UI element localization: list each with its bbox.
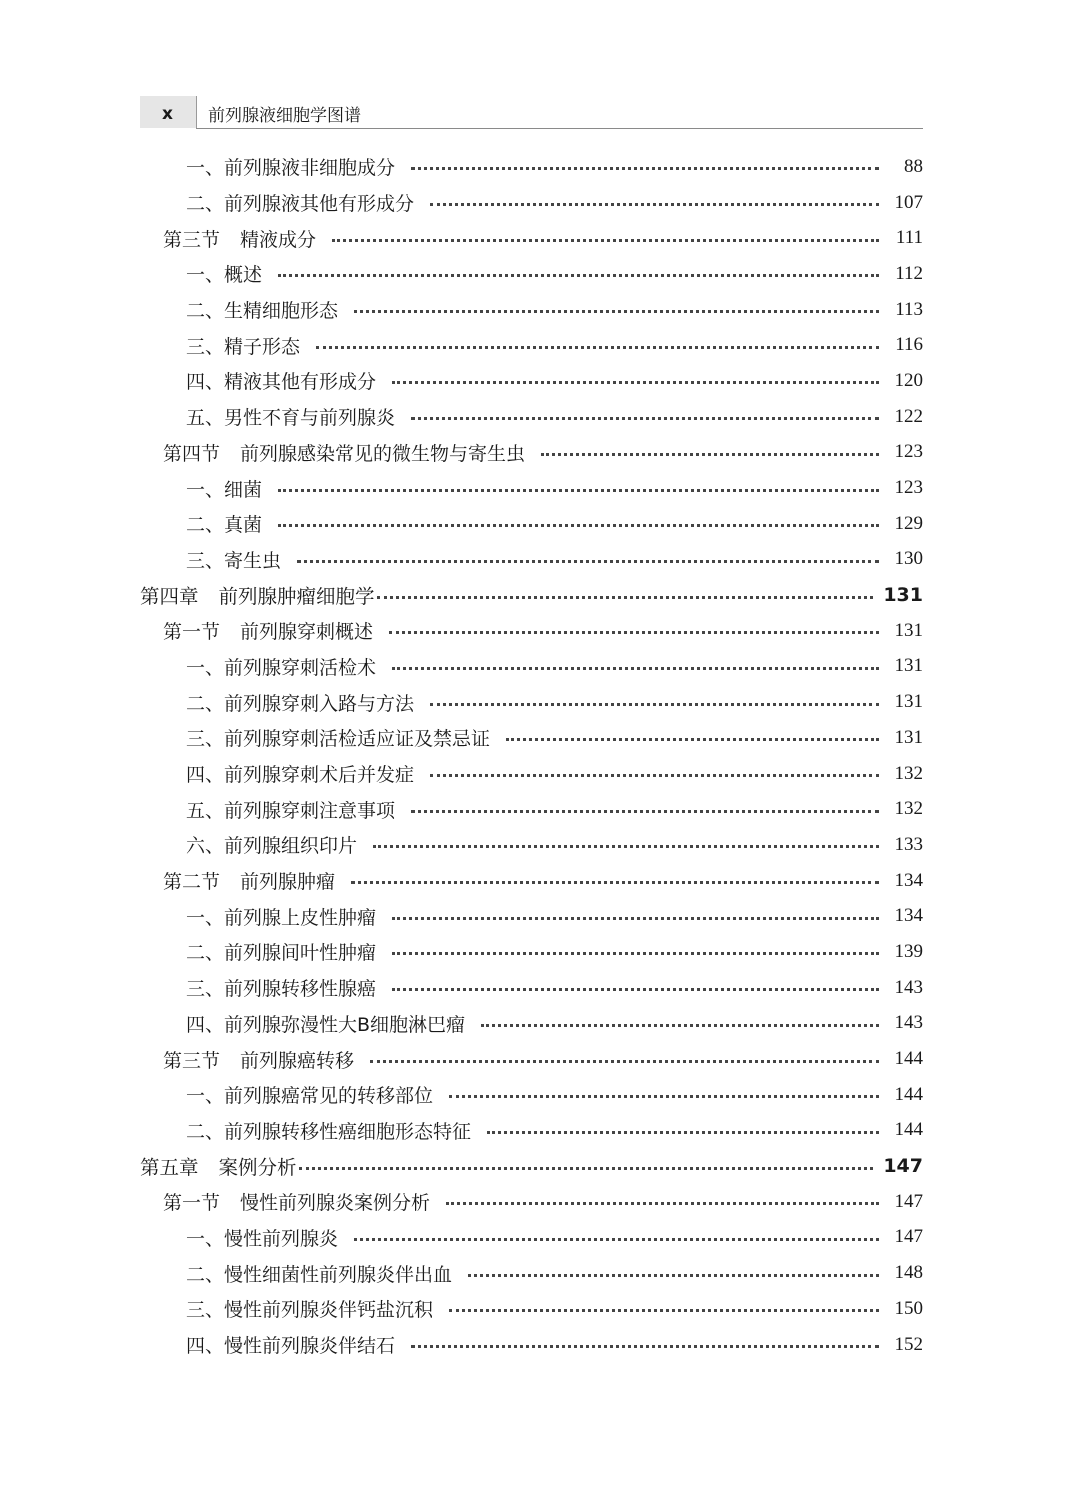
toc-entry-title — [186, 367, 376, 394]
dot-leader — [278, 274, 879, 277]
toc-entry-label: 五、男性不育与前列腺炎 — [186, 407, 396, 430]
toc-entry-label: 一、前列腺上皮性肿瘤 — [186, 906, 377, 929]
toc-entry-label: 一、前列腺液非细胞成分 — [186, 157, 396, 180]
toc-entry-label: 四、前列腺穿刺术后并发症 — [186, 764, 415, 787]
toc-entry-label: 三、前列腺转移性腺癌 — [186, 978, 377, 1001]
toc-entry-title — [163, 617, 373, 644]
toc-page-number: 147 — [894, 1226, 923, 1248]
toc-entry-title — [186, 903, 376, 930]
toc-page-number: 132 — [894, 762, 923, 784]
dot-leader — [392, 988, 879, 991]
toc-item-row[interactable] — [0, 363, 923, 399]
toc-section-row[interactable] — [0, 220, 923, 256]
dot-leader — [468, 1274, 879, 1277]
toc-entry-title — [186, 260, 262, 287]
toc-page-number: 120 — [894, 369, 923, 391]
toc-page-number: 143 — [894, 1012, 923, 1034]
toc-item-row[interactable] — [0, 149, 923, 185]
toc-item-row[interactable] — [0, 1327, 923, 1363]
toc-page-number: 143 — [894, 976, 923, 998]
toc-entry-label: 二、真菌 — [186, 514, 263, 537]
toc-item-row[interactable] — [0, 256, 923, 292]
toc-entry-label: 第三节 — [163, 228, 221, 251]
toc-item-row[interactable] — [0, 791, 923, 827]
toc-page-number: 123 — [894, 477, 923, 499]
toc-entry-title — [163, 439, 525, 466]
table-of-contents — [0, 149, 1080, 1362]
toc-item-row[interactable] — [0, 649, 923, 685]
toc-entry-title — [186, 1331, 395, 1358]
toc-page-number: 131 — [894, 655, 923, 677]
book-title: 前列腺液细胞学图谱 — [208, 106, 361, 126]
dot-leader — [430, 203, 879, 206]
toc-item-row[interactable] — [0, 934, 923, 970]
toc-entry-label: 五、前列腺穿刺注意事项 — [186, 799, 396, 822]
toc-entry-title — [186, 189, 414, 216]
toc-entry-title — [186, 1081, 433, 1108]
toc-page-number: 130 — [894, 548, 923, 570]
toc-page-number: 144 — [894, 1119, 923, 1141]
toc-page-number: 131 — [894, 726, 923, 748]
toc-entry-title — [186, 1117, 471, 1144]
dot-leader — [278, 524, 879, 527]
toc-page-number: 131 — [883, 584, 923, 607]
toc-chapter-row[interactable] — [0, 1148, 923, 1184]
dot-leader — [354, 1238, 879, 1241]
toc-page-number: 131 — [894, 619, 923, 641]
toc-section-row[interactable] — [0, 1184, 923, 1220]
toc-page-number: 123 — [894, 441, 923, 463]
toc-page-number: 139 — [894, 940, 923, 962]
toc-entry-title — [186, 1224, 338, 1251]
toc-entry-label: 第四节 — [163, 442, 221, 465]
toc-page-number: 88 — [904, 155, 923, 177]
toc-item-row[interactable] — [0, 506, 923, 542]
toc-page-number: 132 — [894, 798, 923, 820]
toc-entry-title — [186, 974, 376, 1001]
dot-leader — [411, 167, 879, 170]
toc-item-row[interactable] — [0, 542, 923, 578]
toc-item-row[interactable] — [0, 827, 923, 863]
toc-entry-label: 二、前列腺穿刺入路与方法 — [186, 692, 415, 715]
toc-entry-title — [186, 1260, 452, 1287]
toc-page-number: 134 — [894, 905, 923, 927]
toc-entry-label: 第一节 — [163, 1192, 221, 1215]
toc-page-number: 147 — [894, 1190, 923, 1212]
toc-page-number: 111 — [895, 227, 923, 249]
toc-item-row[interactable] — [0, 756, 923, 792]
toc-entry-subtitle: 前列腺癌转移 — [240, 1049, 355, 1072]
toc-entry-label: 四、前列腺弥漫性大B细胞淋巴瘤 — [186, 1013, 466, 1036]
dot-leader — [332, 239, 879, 242]
dot-leader — [411, 1345, 879, 1348]
page-number-box — [140, 96, 197, 128]
toc-section-row[interactable] — [0, 863, 923, 899]
toc-entry-label: 三、精子形态 — [186, 335, 301, 358]
toc-entry-label: 二、生精细胞形态 — [186, 300, 339, 323]
header-rule — [196, 128, 923, 129]
toc-item-row[interactable] — [0, 185, 923, 221]
toc-entry-title — [186, 831, 357, 858]
toc-entry-title — [186, 760, 414, 787]
toc-entry-label: 六、前列腺组织印片 — [186, 835, 358, 858]
toc-entry-label: 四、精液其他有形成分 — [186, 371, 377, 394]
toc-entry-title — [186, 332, 300, 359]
dot-leader — [392, 952, 879, 955]
toc-page-number: 116 — [895, 334, 923, 356]
toc-item-row[interactable] — [0, 1113, 923, 1149]
toc-entry-label: 二、前列腺转移性癌细胞形态特征 — [186, 1120, 472, 1143]
dot-leader — [446, 1202, 879, 1205]
toc-entry-title — [186, 153, 395, 180]
toc-entry-subtitle: 精液成分 — [240, 228, 317, 251]
dot-leader — [351, 881, 879, 884]
dot-leader — [299, 1167, 874, 1170]
toc-entry-title — [186, 475, 262, 502]
toc-entry-title — [186, 403, 395, 430]
toc-entry-title — [163, 867, 335, 894]
toc-entry-title — [186, 938, 376, 965]
toc-entry-subtitle: 前列腺穿刺概述 — [240, 621, 374, 644]
toc-entry-label: 第四章 — [140, 585, 199, 609]
toc-item-row[interactable] — [0, 898, 923, 934]
toc-section-row[interactable] — [0, 1041, 923, 1077]
toc-entry-label: 二、前列腺液其他有形成分 — [186, 193, 415, 216]
toc-item-row[interactable] — [0, 1006, 923, 1042]
toc-section-row[interactable] — [0, 435, 923, 471]
toc-entry-subtitle: 前列腺肿瘤 — [240, 871, 336, 894]
toc-page-number: 131 — [894, 691, 923, 713]
toc-item-row[interactable] — [0, 1077, 923, 1113]
dot-leader — [430, 703, 879, 706]
dot-leader — [487, 1131, 879, 1134]
toc-page-number: 147 — [883, 1155, 923, 1178]
dot-leader — [297, 560, 879, 563]
toc-entry-title — [163, 225, 316, 252]
toc-entry-title — [163, 1188, 430, 1215]
toc-entry-title — [186, 510, 262, 537]
toc-entry-subtitle: 慢性前列腺炎案例分析 — [240, 1192, 431, 1215]
toc-page-number: 122 — [894, 405, 923, 427]
dot-leader — [430, 774, 879, 777]
toc-page-number: 152 — [894, 1333, 923, 1355]
toc-entry-title — [186, 653, 376, 680]
toc-entry-title — [140, 1152, 297, 1180]
toc-page-number: 113 — [895, 298, 923, 320]
toc-entry-subtitle: 前列腺肿瘤细胞学 — [218, 585, 375, 609]
toc-entry-label: 一、概述 — [186, 264, 263, 287]
toc-page-number: 148 — [894, 1262, 923, 1284]
page-number: x — [162, 104, 174, 124]
toc-page-number: 144 — [894, 1083, 923, 1105]
toc-entry-title — [186, 296, 338, 323]
toc-item-row[interactable] — [0, 720, 923, 756]
toc-entry-label: 第二节 — [163, 871, 221, 894]
toc-entry-title — [163, 1046, 354, 1073]
toc-entry-label: 一、细菌 — [186, 478, 263, 501]
dot-leader — [411, 417, 879, 420]
toc-entry-label: 二、前列腺间叶性肿瘤 — [186, 942, 377, 965]
toc-page-number: 150 — [894, 1297, 923, 1319]
toc-entry-label: 二、慢性细菌性前列腺炎伴出血 — [186, 1263, 453, 1286]
toc-entry-subtitle: 案例分析 — [218, 1156, 297, 1180]
toc-entry-label: 一、慢性前列腺炎 — [186, 1227, 339, 1250]
dot-leader — [370, 1060, 879, 1063]
toc-entry-subtitle: 前列腺感染常见的微生物与寄生虫 — [240, 442, 526, 465]
toc-entry-title — [186, 1010, 465, 1037]
toc-entry-title — [186, 796, 395, 823]
toc-page-number: 133 — [894, 833, 923, 855]
dot-leader — [449, 1095, 879, 1098]
toc-entry-label: 第一节 — [163, 621, 221, 644]
toc-entry-title — [186, 724, 490, 751]
toc-entry-label: 第三节 — [163, 1049, 221, 1072]
dot-leader — [389, 631, 879, 634]
toc-page-number: 107 — [894, 191, 923, 213]
dot-leader — [373, 845, 879, 848]
toc-item-row[interactable] — [0, 970, 923, 1006]
toc-item-row[interactable] — [0, 327, 923, 363]
dot-leader — [392, 667, 879, 670]
dot-leader — [354, 310, 879, 313]
toc-entry-label: 三、寄生虫 — [186, 549, 282, 572]
toc-item-row[interactable] — [0, 684, 923, 720]
toc-item-row[interactable] — [0, 1255, 923, 1291]
dot-leader — [411, 810, 879, 813]
toc-item-row[interactable] — [0, 470, 923, 506]
toc-entry-label: 一、前列腺穿刺活检术 — [186, 656, 377, 679]
toc-entry-label: 三、慢性前列腺炎伴钙盐沉积 — [186, 1299, 434, 1322]
dot-leader — [278, 489, 879, 492]
toc-entry-title — [186, 689, 414, 716]
running-header — [140, 96, 923, 130]
toc-page-number: 129 — [894, 512, 923, 534]
dot-leader — [481, 1024, 879, 1027]
toc-entry-label: 三、前列腺穿刺活检适应证及禁忌证 — [186, 728, 491, 751]
toc-item-row[interactable] — [0, 292, 923, 328]
toc-entry-label: 四、慢性前列腺炎伴结石 — [186, 1335, 396, 1358]
dot-leader — [506, 738, 879, 741]
dot-leader — [392, 381, 879, 384]
toc-entry-title — [186, 1295, 433, 1322]
toc-entry-label: 第五章 — [140, 1156, 199, 1180]
toc-entry-label: 一、前列腺癌常见的转移部位 — [186, 1085, 434, 1108]
toc-page-number: 112 — [895, 262, 923, 284]
dot-leader — [316, 346, 879, 349]
dot-leader — [377, 596, 874, 599]
toc-entry-title — [140, 581, 375, 609]
dot-leader — [541, 453, 879, 456]
toc-section-row[interactable] — [0, 613, 923, 649]
dot-leader — [392, 917, 879, 920]
toc-chapter-row[interactable] — [0, 577, 923, 613]
dot-leader — [449, 1309, 879, 1312]
toc-item-row[interactable] — [0, 1291, 923, 1327]
toc-item-row[interactable] — [0, 399, 923, 435]
toc-item-row[interactable] — [0, 1220, 923, 1256]
toc-page-number: 134 — [894, 869, 923, 891]
toc-entry-title — [186, 546, 281, 573]
toc-page-number: 144 — [894, 1048, 923, 1070]
